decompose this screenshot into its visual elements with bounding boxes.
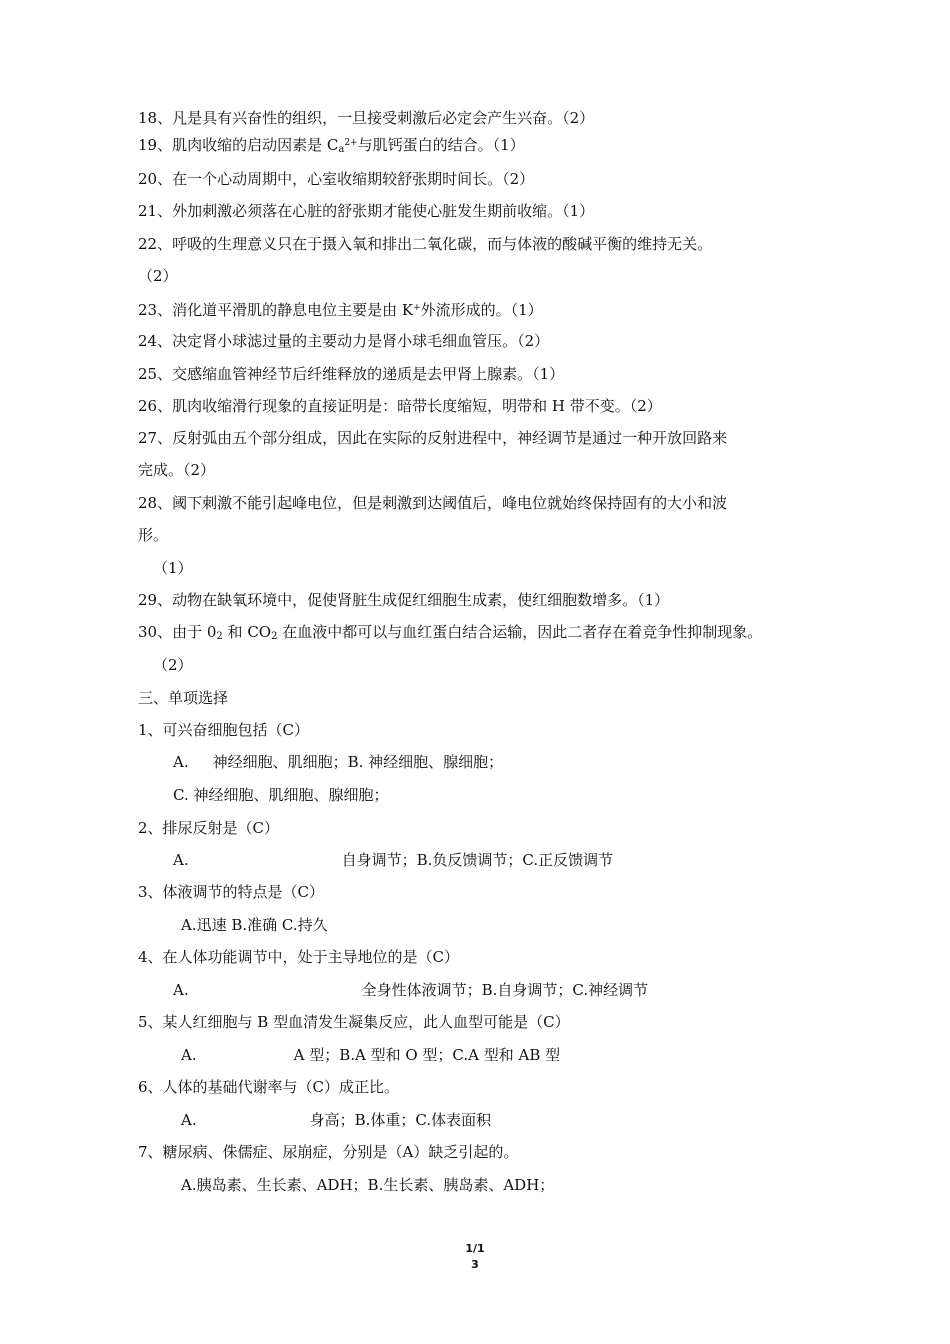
question-23 — [138, 298, 543, 320]
mc-question-6-options — [181, 1110, 491, 1130]
page-number-line-2: 3 — [471, 1258, 479, 1271]
mc-question-2: 2、排尿反射是（C） — [138, 819, 280, 837]
question-20: 20、在一个心动周期中，心室收缩期较舒张期时间长。（2） — [138, 170, 535, 188]
option-label: A. — [181, 1111, 197, 1129]
option-text: A 型；B.A 型和 O 型；C.A 型和 AB 型 — [293, 1046, 561, 1064]
mc-question-1-options-line-1 — [173, 752, 503, 772]
question-30-subscript-2: 2 — [271, 631, 278, 642]
question-23-superscript: + — [413, 303, 421, 313]
question-30-text-b: 和 CO — [222, 623, 272, 641]
question-30-subscript-1: 2 — [216, 631, 223, 642]
question-25: 25、交感缩血管神经节后纤维释放的递质是去甲肾上腺素。（1） — [138, 365, 565, 383]
option-label: A. — [181, 1046, 197, 1064]
mc-question-1-options-line-2: C. 神经细胞、肌细胞、腺细胞； — [173, 786, 389, 804]
question-29: 29、动物在缺氧环境中，促使肾脏生成促红细胞生成素，使红细胞数增多。（1） — [138, 591, 670, 609]
section-title: 三、单项选择 — [138, 689, 229, 707]
question-27-continuation: 完成。（2） — [138, 461, 216, 479]
question-30-text-a: 30、由于 0 — [138, 623, 217, 641]
mc-question-7: 7、糖尿病、侏儒症、尿崩症，分别是（A）缺乏引起的。 — [138, 1143, 519, 1161]
question-28-continuation: 形。 — [138, 526, 169, 544]
mc-question-4-options — [173, 980, 648, 1000]
question-30-answer: （2） — [153, 656, 193, 674]
question-18: 18、凡是具有兴奋性的组织，一旦接受刺激后必定会产生兴奋。（2） — [138, 109, 595, 127]
option-label: A. — [173, 981, 189, 999]
question-23-text-b: 外流形成的。（1） — [420, 301, 543, 319]
question-30-text-c: 在血液中都可以与血红蛋白结合运输，因此二者存在着竞争性抑制现象。 — [277, 623, 763, 641]
question-28: 28、阈下刺激不能引起峰电位，但是刺激到达阈值后，峰电位就始终保持固有的大小和波 — [138, 494, 728, 512]
question-30 — [138, 622, 762, 647]
question-22: 22、呼吸的生理意义只在于摄入氧和排出二氧化碳，而与体液的酸碱平衡的维持无关。 — [138, 235, 713, 253]
question-19 — [138, 133, 525, 160]
question-21: 21、外加刺激必须落在心脏的舒张期才能使心脏发生期前收缩。（1） — [138, 202, 595, 220]
mc-question-3: 3、体液调节的特点是（C） — [138, 883, 325, 901]
mc-question-2-options — [173, 850, 613, 870]
question-19-superscript: 2+ — [344, 138, 358, 148]
option-text: 全身性体液调节；B.自身调节；C.神经调节 — [361, 981, 649, 999]
page-number-line-1: 1/1 — [465, 1242, 485, 1255]
option-label: A. — [173, 753, 189, 771]
mc-question-7-options: A.胰岛素、生长素、ADH；B.生长素、胰岛素、ADH； — [181, 1176, 555, 1194]
option-text: 自身调节；B.负反馈调节；C.正反馈调节 — [341, 851, 614, 869]
option-label: A. — [173, 851, 189, 869]
question-28-answer: （1） — [153, 559, 193, 577]
mc-question-5: 5、某人红细胞与 B 型血清发生凝集反应，此人血型可能是（C） — [138, 1013, 570, 1031]
mc-question-5-options — [181, 1045, 560, 1065]
question-27: 27、反射弧由五个部分组成，因此在实际的反射进程中，神经调节是通过一种开放回路来 — [138, 429, 728, 447]
mc-question-3-options: A.迅速 B.准确 C.持久 — [181, 916, 328, 934]
question-24: 24、决定肾小球滤过量的主要动力是肾小球毛细血管压。（2） — [138, 332, 550, 350]
question-19-subscript: a — [338, 144, 345, 155]
mc-question-1: 1、可兴奋细胞包括（C） — [138, 721, 310, 739]
mc-question-4: 4、在人体功能调节中，处于主导地位的是（C） — [138, 948, 460, 966]
question-19-text-a: 19、肌肉收缩的启动因素是 C — [138, 136, 339, 154]
option-text: 身高；B.体重；C.体表面积 — [309, 1111, 492, 1129]
mc-question-6: 6、人体的基础代谢率与（C）成正比。 — [138, 1078, 400, 1096]
question-19-text-b: 与肌钙蛋白的结合。（1） — [357, 136, 525, 154]
question-23-text-a: 23、消化道平滑肌的静息电位主要是由 K — [138, 301, 414, 319]
question-22-answer: （2） — [138, 267, 178, 285]
option-text: 神经细胞、肌细胞；B. 神经细胞、腺细胞； — [212, 753, 504, 771]
question-26: 26、肌肉收缩滑行现象的直接证明是：暗带长度缩短，明带和 H 带不变。（2） — [138, 397, 662, 415]
